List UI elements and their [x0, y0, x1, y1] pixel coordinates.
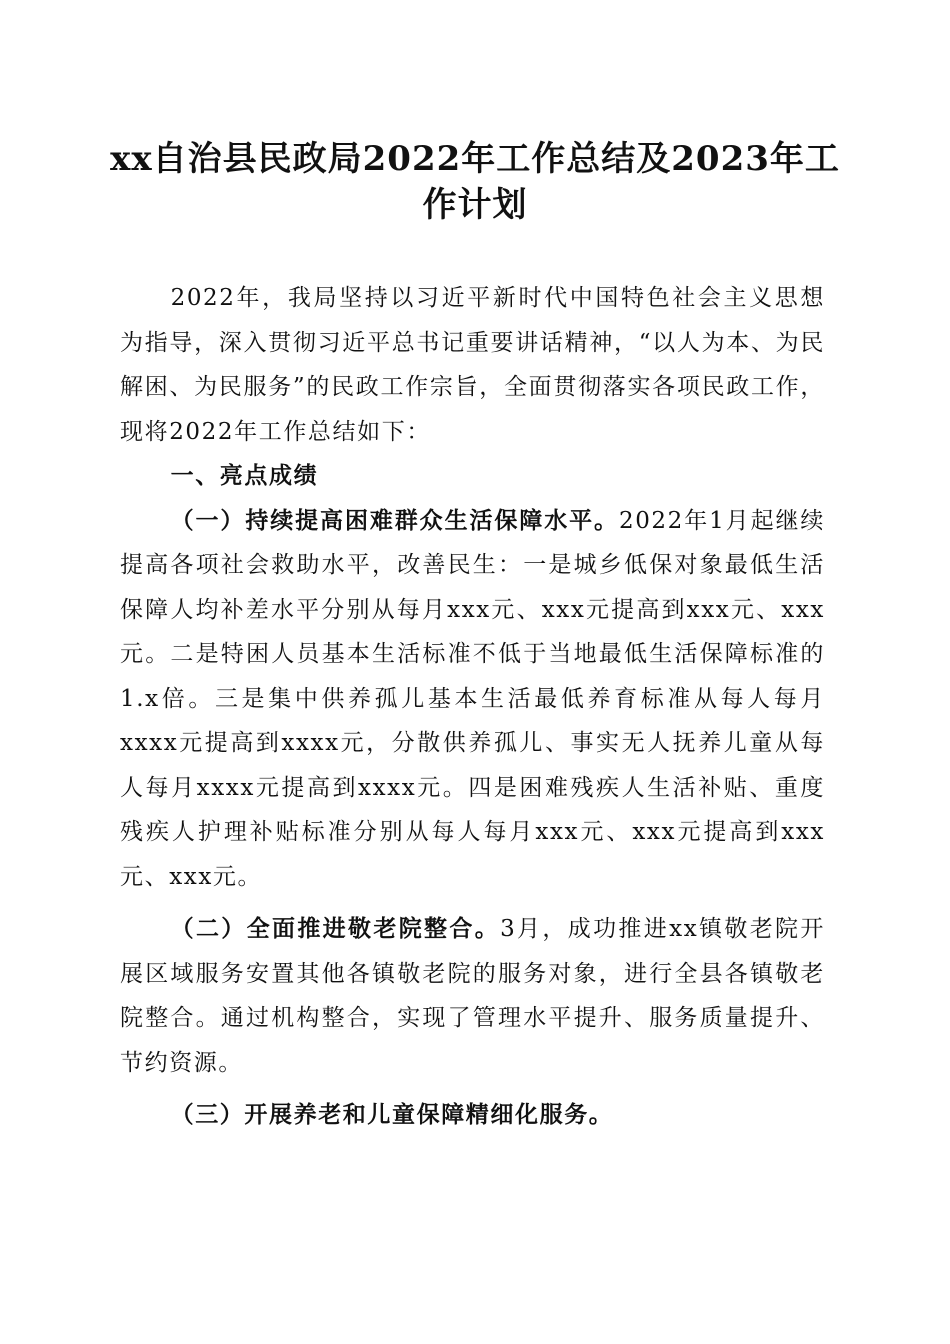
- intro-paragraph: 2022年，我局坚持以习近平新时代中国特色社会主义思想为指导，深入贯彻习近平总书记重要讲话精神，“以人为本、为民解困、为民服务”的民政工作宗旨，全面贯彻落实各项民政工作，现将2022年工作总结如下：: [120, 285, 825, 445]
- paragraph-item-1: [120, 499, 825, 900]
- item-3-heading: （三）开展养老和儿童保障精细化服务。: [170, 1101, 614, 1128]
- item-2-text: 3月，成功推进xx镇敬老院开展区域服务安置其他各镇敬老院的服务对象，进行全县各镇敬老院整合。通过机构整合，实现了管理水平提升、服务质量提升、节约资源。: [120, 916, 825, 1076]
- item-1-text: 2022年1月起继续提高各项社会救助水平，改善民生：一是城乡低保对象最低生活保障人均补差水平分别从每月xxx元、xxx元提高到xxx元、xxx元。二是特困人员基本生活标准不低于当地最低生活保障标准的1.x倍。三是集中供养孤儿基本生活最低养育标准从每人每月xxxx元提高到xxxx元，分散供养孤儿、事实无人抚养儿童从每人每月xxxx元提高到xxxx元。四是困难残疾人生活补贴、重度残疾人护理补贴标准分别从每人每月xxx元、xxx元提高到xxx元、xxx元。: [120, 507, 825, 890]
- paragraph-item-3: [120, 1093, 825, 1138]
- item-1-heading: （一）持续提高困难群众生活保障水平。: [170, 506, 619, 534]
- document-title: xx自治县民政局2022年工作总结及2023年工作计划: [110, 139, 840, 225]
- section-heading-highlights: 一、亮点成绩: [170, 463, 319, 489]
- document-body: [120, 276, 825, 1138]
- item-2-heading: （二）全面推进敬老院整合。: [170, 915, 501, 942]
- paragraph-item-2: [120, 907, 825, 1085]
